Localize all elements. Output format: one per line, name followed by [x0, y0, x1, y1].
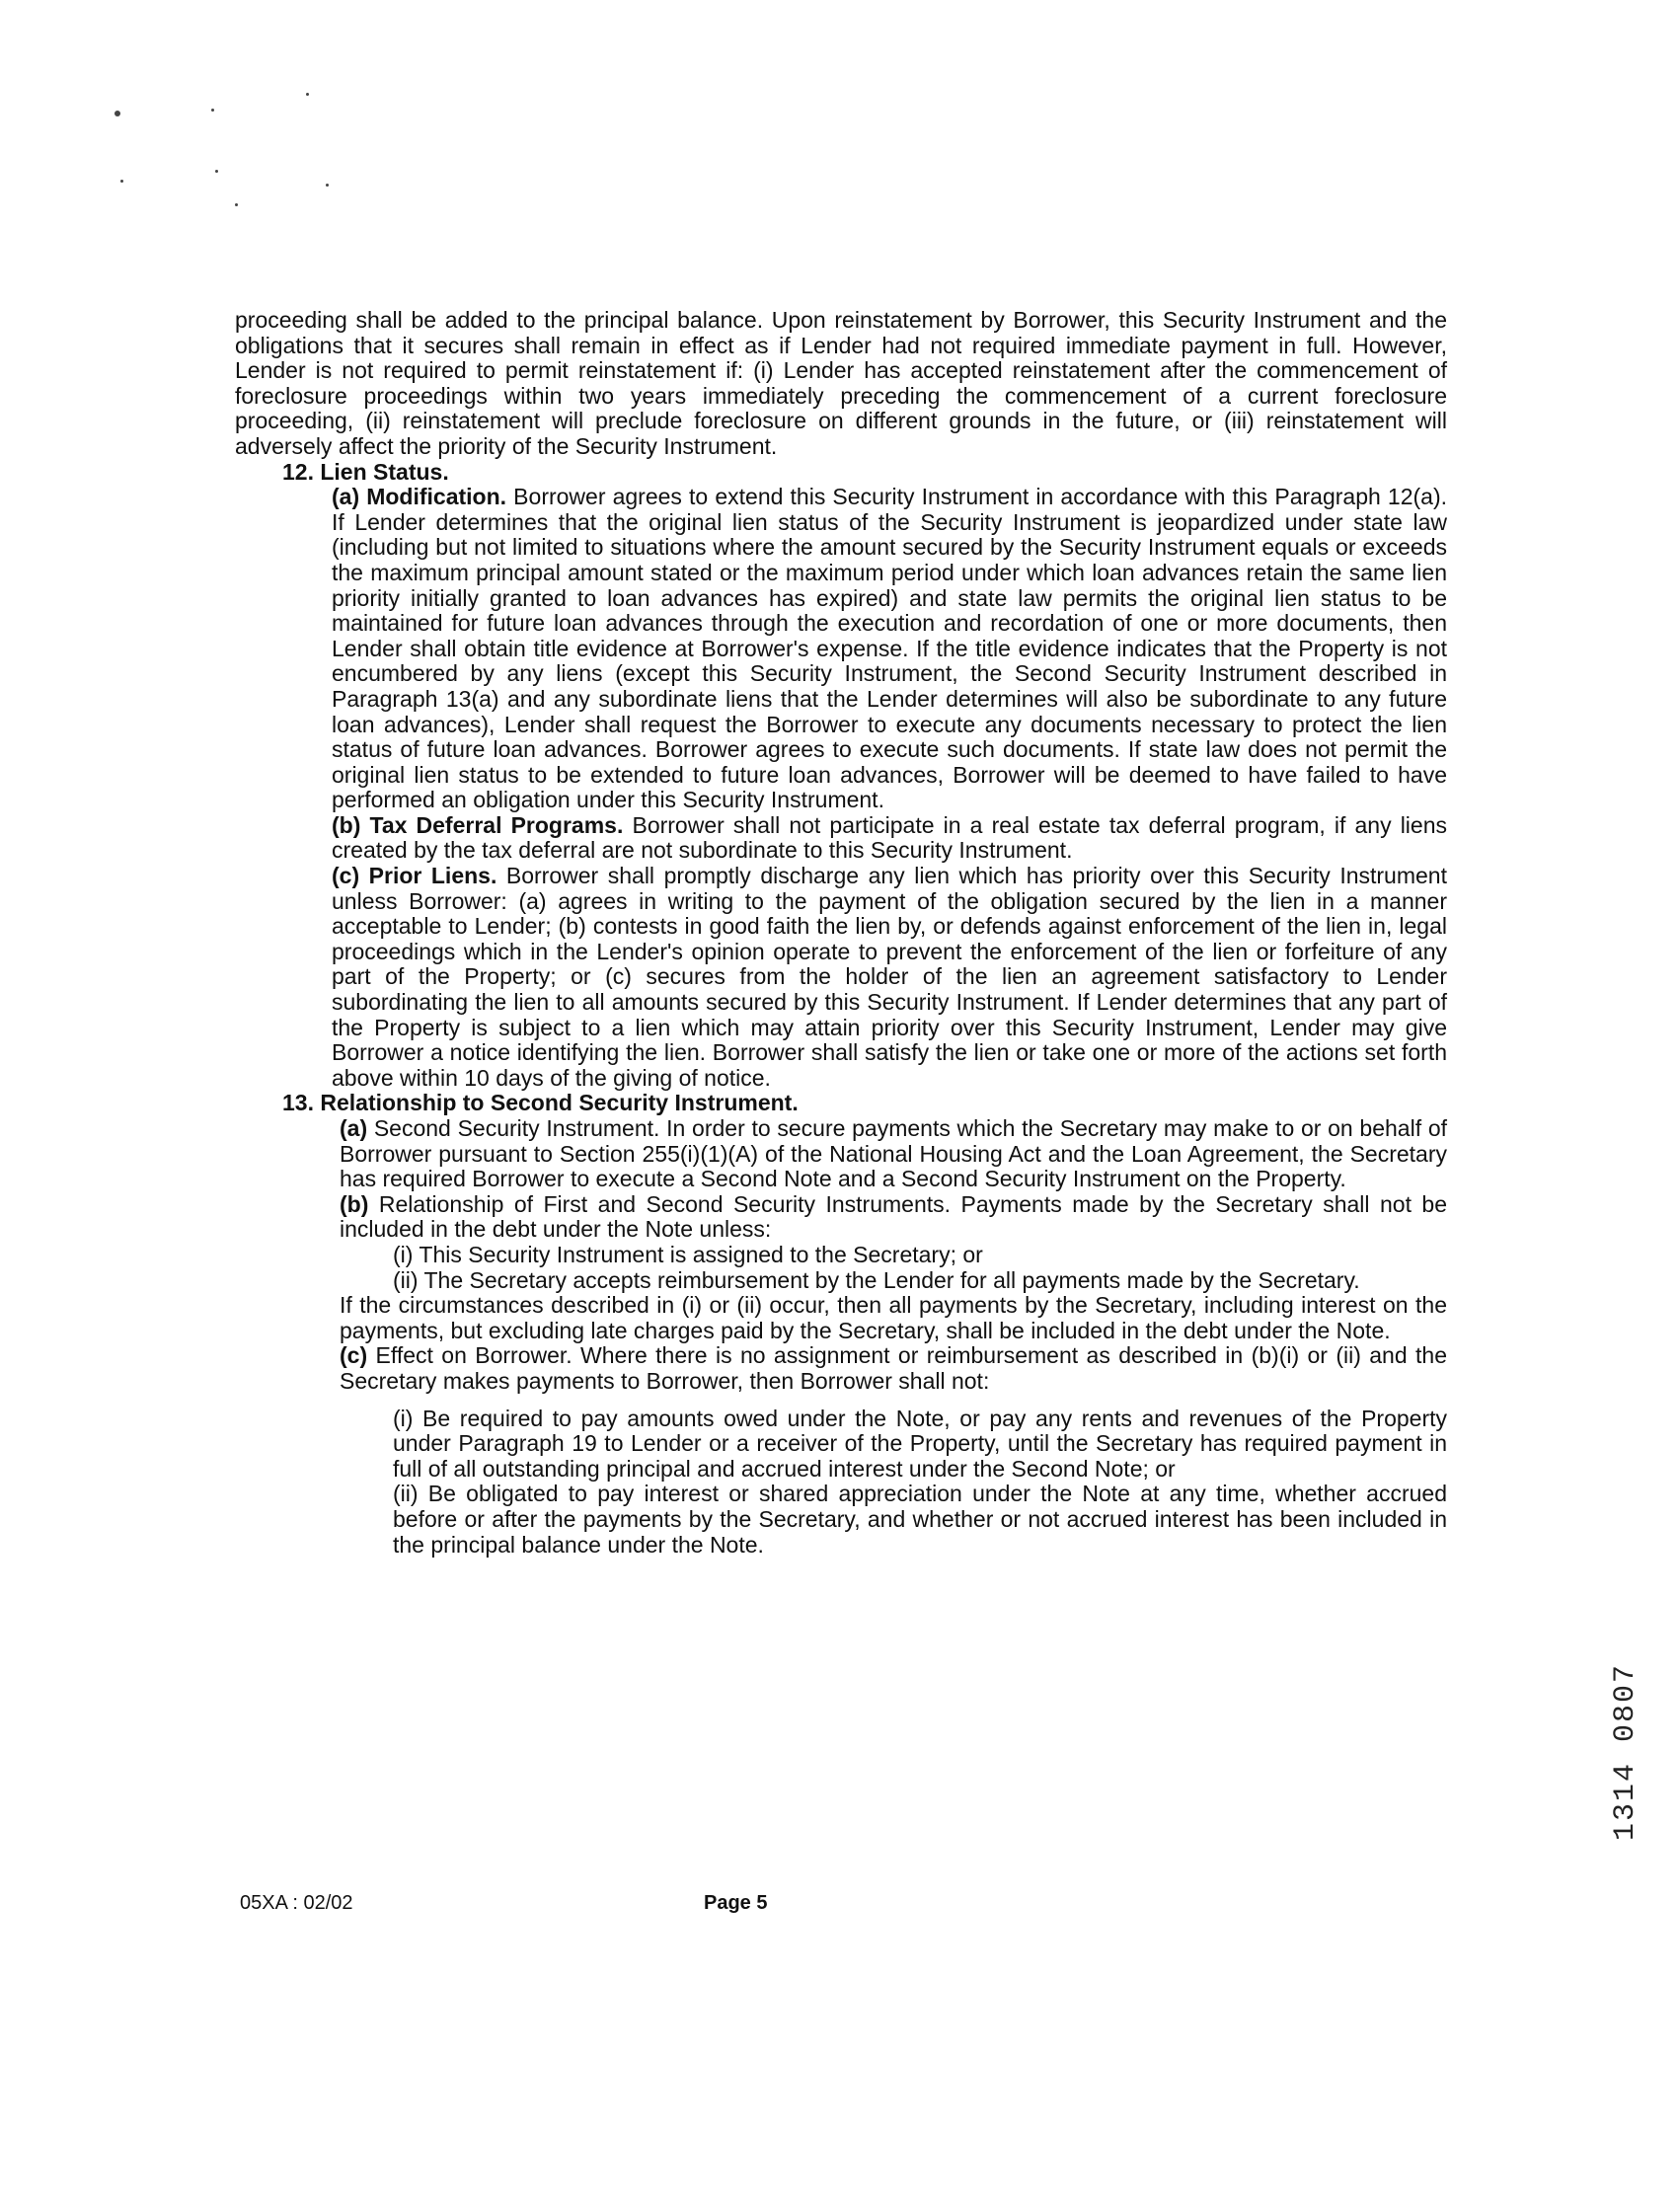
section-12c-paragraph	[235, 864, 1447, 1091]
intro-paragraph: proceeding shall be added to the principal balance. Upon reinstatement by Borrower, this Security Instrument and the obligations that it secures shall remain in effect as if Lender had not required immediate payment in full. However, Lender is not required to permit reinstatement if: (i) Lender has accepted reinstatement after the commencement of foreclosure proceedings within two years immediately preceding the commencement of a current foreclosure proceeding, (ii) reinstatement will preclude foreclosure on different grounds in the future, or (iii) reinstatement will adversely affect the priority of the Security Instrument.	[235, 307, 1447, 459]
section-13-heading: 13. Relationship to Second Security Instrument.	[282, 1090, 799, 1116]
section-13b-text: Relationship of First and Second Security Instruments. Payments made by the Secretary shall not be included in the debt under the Note unless:	[340, 1190, 1447, 1243]
section-13b-after: If the circumstances described in (i) or (ii) occur, then all payments by the Secretary, including interest on the payments, but excluding late charges paid by the Secretary, shall be included in the debt under the Note.	[340, 1292, 1447, 1343]
scan-speck	[115, 111, 120, 116]
section-13c-label: (c)	[340, 1342, 368, 1369]
section-12-heading: 12. Lien Status.	[282, 458, 449, 485]
section-13b-item-ii: (ii) The Secretary accepts reimbursement by the Lender for all payments made by the Secretary.	[393, 1266, 1360, 1293]
document-body	[235, 308, 1447, 1558]
section-12b-title: (b) Tax Deferral Programs.	[332, 811, 624, 838]
section-13a-paragraph	[235, 1116, 1447, 1192]
form-code: 05XA : 02/02	[240, 1892, 353, 1914]
page-number: Page 5	[704, 1892, 768, 1914]
section-12b-text: Borrower shall not participate in a real estate tax deferral program, if any liens created by the tax deferral are not subordinate to this Security Instrument.	[332, 811, 1447, 864]
scan-speck	[215, 170, 218, 173]
section-12a-paragraph	[235, 485, 1447, 813]
scan-speck	[211, 109, 214, 112]
section-12a-title: (a) Modification.	[332, 484, 507, 510]
side-recording-number	[1599, 1589, 1642, 1846]
section-13c-paragraph	[235, 1343, 1447, 1394]
scan-speck	[306, 93, 309, 96]
section-12c-title: (c) Prior Liens.	[332, 863, 497, 889]
section-13c-item-ii: (ii) Be obligated to pay interest or shared appreciation under the Note at any time, whether accrued before or after the payments by the Secretary, and whether or not accrued interest has been included in the principal balance under the Note.	[393, 1481, 1447, 1558]
section-13b-paragraph	[235, 1192, 1447, 1243]
section-13c-text: Effect on Borrower. Where there is no assignment or reimbursement as described in (b)(i) or (ii) and the Secretary makes payments to Borrower, then Borrower shall not:	[340, 1342, 1447, 1394]
scan-speck	[120, 180, 123, 183]
scan-speck	[326, 184, 329, 187]
section-12a-text: Borrower agrees to extend this Security Instrument in accordance with this Paragraph 12(a). If Lender determines that the original lien status of the Security Instrument is jeopardized under state law (including but not limited to situations where the amount secured by the Security Instrument equals or exceeds the maximum principal amount stated or the maximum period under which loan advances retain the same lien priority initially granted to loan advances has expired) and state law permits the original lien status to be maintained for future loan advances through the execution and recordation of one or more documents, then Lender shall obtain title evidence at Borrower's expense. If the title evidence indicates that the Property is not encumbered by any liens (except this Security Instrument, the Second Security Instrument described in Paragraph 13(a) and any subordinate liens that the Lender determines will also be subordinate to any future loan advances), Lender shall request the Borrower to execute any documents necessary to protect the lien status of future loan advances. Borrower agrees to execute such documents. If state law does not permit the original lien status to be extended to future loan advances, Borrower will be deemed to have failed to have performed an obligation under this Security Instrument.	[332, 484, 1447, 813]
section-13a-text: Second Security Instrument. In order to secure payments which the Secretary may make to or on behalf of Borrower pursuant to Section 255(i)(1)(A) of the National Housing Act and the Loan Agreement, the Secretary has required Borrower to execute a Second Note and a Second Security Instrument on the Property.	[340, 1115, 1447, 1192]
section-13a-label: (a)	[340, 1115, 368, 1141]
section-12b-paragraph	[235, 813, 1447, 864]
scan-speck	[235, 203, 238, 206]
section-12c-text: Borrower shall promptly discharge any lien which has priority over this Security Instrument unless Borrower: (a) agrees in writing to the payment of the obligation secured by the lien in a manner acceptable to Lender; (b) contests in good faith the lien by, or defends against enforcement of the lien in, legal proceedings which in the Lender's opinion operate to prevent the enforcement of the lien or forfeiture of any part of the Property; or (c) secures from the holder of the lien an agreement satisfactory to Lender subordinating the lien to all amounts secured by this Security Instrument. If Lender determines that any part of the Property is subject to a lien which may attain priority over this Security Instrument, Lender may give Borrower a notice identifying the lien. Borrower shall satisfy the lien or take one or more of the actions set forth above within 10 days of the giving of notice.	[332, 863, 1447, 1091]
section-13b-item-i: (i) This Security Instrument is assigned to the Secretary; or	[393, 1241, 983, 1267]
section-13b-label: (b)	[340, 1190, 369, 1217]
side-recording-number-text: 1314 0807	[1609, 1662, 1642, 1841]
section-13c-item-i: (i) Be required to pay amounts owed under the Note, or pay any rents and revenues of the Property under Paragraph 19 to Lender or a receiver of the Property, until the Secretary has required payment in full of all outstanding principal and accrued interest under the Second Note; or	[393, 1405, 1447, 1482]
